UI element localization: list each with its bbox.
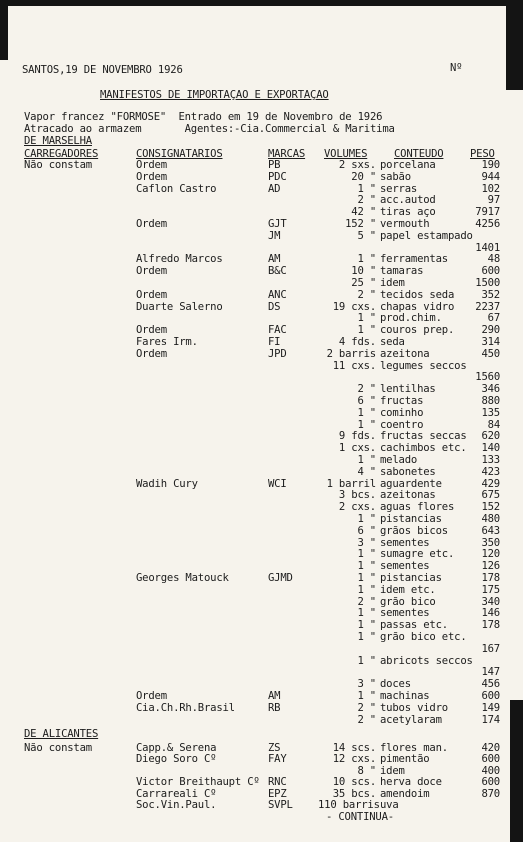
- marks-cell: FAY: [268, 753, 287, 766]
- manifest-row: [0, 395, 523, 407]
- manifest-row: [0, 371, 523, 383]
- weight-cell: 67: [487, 312, 500, 325]
- weight-cell: 480: [481, 513, 500, 525]
- volumes-cell: 1 ": [357, 572, 376, 584]
- consignee-cell: Diego Soro Cº: [136, 753, 217, 766]
- weight-cell: 675: [481, 489, 500, 502]
- column-shippers: CARREGADORES: [24, 148, 99, 160]
- contents-cell: sementes: [380, 560, 430, 573]
- weight-cell: 400: [481, 764, 500, 777]
- consignee-cell: Fares Irm.: [136, 336, 198, 348]
- weight-cell: 7917: [475, 206, 500, 219]
- manifest-row: [0, 690, 523, 702]
- volumes-cell: 152 ": [345, 218, 376, 230]
- manifest-row: [0, 702, 523, 714]
- contents-cell: sumagre etc.: [380, 548, 455, 561]
- contents-cell: flores man.: [380, 742, 448, 754]
- marks-cell: AM: [268, 253, 281, 266]
- marks-cell: EPZ: [268, 787, 287, 800]
- manifest-row: [0, 765, 523, 777]
- weight-cell: 600: [481, 265, 500, 278]
- volumes-cell: 2 sxs.: [338, 159, 376, 171]
- contents-cell: sabonetes: [380, 465, 436, 478]
- manifest-row: [0, 714, 523, 726]
- weight-cell: 944: [481, 170, 500, 183]
- volumes-cell: 1 ": [357, 406, 376, 419]
- contents-cell: idem: [380, 277, 405, 289]
- consignee-cell: Georges Matouck: [136, 572, 229, 584]
- contents-cell: uva: [380, 799, 399, 811]
- origin-marselha: DE MARSELHA: [24, 135, 92, 147]
- shipper-cell: Não constam: [24, 742, 92, 754]
- volumes-cell: 1 ": [357, 583, 376, 596]
- contents-cell: tamaras: [380, 265, 424, 278]
- consignee-cell: Wadih Cury: [136, 477, 198, 490]
- weight-cell: 643: [481, 524, 500, 537]
- contents-cell: idem: [380, 764, 405, 777]
- manifest-row: [0, 277, 523, 289]
- weight-cell: 340: [481, 595, 500, 608]
- contents-cell: prod.chim.: [380, 312, 442, 325]
- weight-cell: 97: [487, 194, 500, 207]
- manifest-row: [0, 419, 523, 431]
- weight-cell: 600: [481, 690, 500, 702]
- manifest-row: [0, 324, 523, 336]
- contents-cell: amendoim: [380, 787, 430, 800]
- weight-cell: 870: [481, 787, 500, 800]
- contents-cell: vermouth: [380, 218, 430, 230]
- marks-cell: ANC: [268, 288, 287, 301]
- weight-cell: 450: [481, 347, 500, 360]
- shipper-cell: Não constam: [24, 159, 92, 171]
- city-date: SANTOS,19 DE NOVEMBRO 1926: [22, 64, 183, 76]
- volumes-cell: 2 barris: [326, 347, 376, 360]
- contents-cell: idem etc.: [380, 583, 436, 596]
- manifest-row: [0, 489, 523, 501]
- volumes-cell: 1 ": [357, 182, 376, 195]
- weight-cell: 600: [481, 776, 500, 789]
- weight-cell: 120: [481, 548, 500, 561]
- manifest-row: [0, 383, 523, 395]
- contents-cell: passas etc.: [380, 619, 448, 632]
- weight-cell: 174: [481, 713, 500, 726]
- contents-cell: lentilhas: [380, 383, 436, 396]
- weight-cell: 350: [481, 536, 500, 549]
- volumes-cell: 14 scs.: [332, 742, 376, 754]
- continua-footer: - CONTINUA-: [326, 811, 394, 823]
- volumes-cell: 1 ": [357, 513, 376, 525]
- contents-cell: sabão: [380, 170, 411, 183]
- weight-cell: 352: [481, 288, 500, 301]
- manifest-row: [0, 607, 523, 619]
- marks-cell: WCI: [268, 477, 287, 490]
- manifest-row: [0, 242, 523, 254]
- weight-cell: 1500: [475, 277, 500, 289]
- manifest-row: [0, 430, 523, 442]
- contents-cell: cominho: [380, 406, 424, 419]
- marks-cell: GJMD: [268, 572, 293, 584]
- manifest-row: [0, 466, 523, 478]
- volumes-cell: 35 bcs.: [332, 787, 376, 800]
- volumes-cell: 1 ": [357, 418, 376, 431]
- manifest-row: [0, 454, 523, 466]
- ship-line-2: Atracado ao armazem Agentes:-Cia.Commercial & Maritima: [24, 123, 395, 135]
- contents-cell: cachimbos etc.: [380, 442, 467, 455]
- weight-cell: 2237: [475, 300, 500, 313]
- manifest-row: [0, 643, 523, 655]
- volumes-cell: 110 barris: [318, 799, 380, 811]
- weight-cell: 346: [481, 383, 500, 396]
- manifest-row: [0, 548, 523, 560]
- manifest-row: [0, 253, 523, 265]
- manifest-row: [0, 753, 523, 765]
- column-weight: PESO: [470, 148, 495, 160]
- volumes-cell: 2 ": [357, 288, 376, 301]
- volumes-cell: 2 ": [357, 595, 376, 608]
- manifest-row: [0, 442, 523, 454]
- contents-cell: pimentão: [380, 753, 430, 766]
- volumes-cell: 6 ": [357, 395, 376, 407]
- weight-cell: 314: [481, 336, 500, 348]
- manifest-row: [0, 336, 523, 348]
- contents-cell: tubos vidro: [380, 701, 448, 714]
- volumes-cell: 11 cxs.: [332, 359, 376, 372]
- manifest-row: [0, 348, 523, 360]
- contents-cell: seda: [380, 336, 405, 348]
- contents-cell: ferramentas: [380, 253, 448, 266]
- consignee-cell: Ordem: [136, 170, 167, 183]
- weight-cell: 48: [487, 253, 500, 266]
- manifest-row: [0, 619, 523, 631]
- marks-cell: DS: [268, 300, 281, 313]
- manifest-row: [0, 513, 523, 525]
- weight-cell: 149: [481, 701, 500, 714]
- volumes-cell: 12 cxs.: [332, 753, 376, 766]
- volumes-cell: 3 ": [357, 536, 376, 549]
- volumes-cell: 1 ": [357, 454, 376, 466]
- volumes-cell: 1 ": [357, 324, 376, 337]
- contents-cell: grão bico etc.: [380, 631, 467, 643]
- weight-cell: 175: [481, 583, 500, 596]
- contents-cell: pistancias: [380, 513, 442, 525]
- manifest-row: [0, 478, 523, 490]
- weight-cell: 178: [481, 572, 500, 584]
- contents-cell: aguas flores: [380, 501, 455, 514]
- weight-cell: 429: [481, 477, 500, 490]
- volumes-cell: 1 ": [357, 631, 376, 643]
- marks-cell: GJT: [268, 218, 287, 230]
- contents-cell: pistancias: [380, 572, 442, 584]
- contents-cell: machinas: [380, 690, 430, 702]
- contents-cell: aguardente: [380, 477, 442, 490]
- consignee-cell: Ordem: [136, 324, 167, 337]
- manifest-row: [0, 218, 523, 230]
- contents-cell: tecidos seda: [380, 288, 455, 301]
- marks-cell: ZS: [268, 742, 281, 754]
- manifest-row: [0, 183, 523, 195]
- weight-cell: 146: [481, 607, 500, 620]
- consignee-cell: Cia.Ch.Rh.Brasil: [136, 701, 235, 714]
- column-marks: MARCAS: [268, 148, 306, 160]
- manifest-row: [0, 631, 523, 643]
- consignee-cell: Caflon Castro: [136, 182, 217, 195]
- contents-cell: couros prep.: [380, 324, 455, 337]
- consignee-cell: Ordem: [136, 265, 167, 278]
- weight-cell: 290: [481, 324, 500, 337]
- manifest-row: [0, 525, 523, 537]
- manifest-row: [0, 159, 523, 171]
- volumes-cell: 1 barril: [326, 477, 376, 490]
- marks-cell: FAC: [268, 324, 287, 337]
- consignee-cell: Capp.& Serena: [136, 742, 217, 754]
- contents-cell: azeitonas: [380, 489, 436, 502]
- manifest-row: [0, 206, 523, 218]
- column-volumes: VOLUMES: [324, 148, 368, 160]
- volumes-cell: 19 cxs.: [332, 300, 376, 313]
- contents-cell: sementes: [380, 607, 430, 620]
- consignee-cell: Ordem: [136, 159, 167, 171]
- weight-cell: 133: [481, 454, 500, 466]
- weight-cell: 167: [481, 642, 500, 655]
- origin-alicantes: DE ALICANTES: [24, 728, 99, 740]
- marks-cell: RNC: [268, 776, 287, 789]
- weight-cell: 423: [481, 465, 500, 478]
- marks-cell: RB: [268, 701, 281, 714]
- contents-cell: azeitona: [380, 347, 430, 360]
- manifest-row: [0, 230, 523, 242]
- marks-cell: JM: [268, 229, 281, 242]
- manifest-row: [0, 572, 523, 584]
- volumes-cell: 42 ": [351, 206, 376, 219]
- manifest-row: [0, 265, 523, 277]
- volumes-cell: 1 ": [357, 312, 376, 325]
- weight-cell: 4256: [475, 218, 500, 230]
- contents-cell: acc.autod: [380, 194, 436, 207]
- volumes-cell: 9 fds.: [338, 430, 376, 443]
- contents-cell: melado: [380, 454, 418, 466]
- volumes-cell: 3 bcs.: [338, 489, 376, 502]
- volumes-cell: 6 ": [357, 524, 376, 537]
- marks-cell: AM: [268, 690, 281, 702]
- weight-cell: 135: [481, 406, 500, 419]
- manifest-row: [0, 799, 523, 811]
- marks-cell: FI: [268, 336, 281, 348]
- volumes-cell: 2 ": [357, 701, 376, 714]
- manifest-row: [0, 501, 523, 513]
- marks-cell: JPD: [268, 347, 287, 360]
- contents-cell: fructas: [380, 395, 424, 407]
- marks-cell: PDC: [268, 170, 287, 183]
- manifest-row: [0, 655, 523, 667]
- weight-cell: 456: [481, 678, 500, 691]
- volumes-cell: 4 ": [357, 465, 376, 478]
- volumes-cell: 10 scs.: [332, 776, 376, 789]
- contents-cell: papel estampado: [380, 229, 473, 242]
- manifest-row: [0, 666, 523, 678]
- manifest-row: [0, 788, 523, 800]
- marks-cell: SVPL: [268, 799, 293, 811]
- contents-cell: herva doce: [380, 776, 442, 789]
- volumes-cell: 4 fds.: [338, 336, 376, 348]
- manifest-row: [0, 776, 523, 788]
- column-contents: CONTEUDO: [394, 148, 444, 160]
- volumes-cell: 1 ": [357, 607, 376, 620]
- contents-cell: sementes: [380, 536, 430, 549]
- scan-edge-right-top: [506, 0, 523, 90]
- manifest-row: [0, 537, 523, 549]
- contents-cell: tiras aço: [380, 206, 436, 219]
- weight-cell: 1560: [475, 371, 500, 384]
- ship-line-1: Vapor francez "FORMOSE" Entrado em 19 de Novembro de 1926: [24, 111, 383, 123]
- manifest-row: [0, 678, 523, 690]
- consignee-cell: Ordem: [136, 690, 167, 702]
- weight-cell: 140: [481, 442, 500, 455]
- consignee-cell: Carrareali Cº: [136, 787, 217, 800]
- document-title: MANIFESTOS DE IMPORTAÇAO E EXPORTAÇAO: [100, 89, 329, 101]
- volumes-cell: 1 ": [357, 690, 376, 702]
- weight-cell: 126: [481, 560, 500, 573]
- consignee-cell: Alfredo Marcos: [136, 253, 223, 266]
- consignee-cell: Ordem: [136, 288, 167, 301]
- marks-cell: PB: [268, 159, 281, 171]
- weight-cell: 620: [481, 430, 500, 443]
- marks-cell: B&C: [268, 265, 287, 278]
- weight-cell: 102: [481, 182, 500, 195]
- contents-cell: fructas seccas: [380, 430, 467, 443]
- volumes-cell: 3 ": [357, 678, 376, 691]
- weight-cell: 152: [481, 501, 500, 514]
- scan-edge-left: [0, 0, 8, 60]
- volumes-cell: 1 ": [357, 619, 376, 632]
- consignee-cell: Victor Breithaupt Cº: [136, 776, 260, 789]
- manifest-row: [0, 560, 523, 572]
- manifest-row: [0, 742, 523, 754]
- scan-edge-top: [0, 0, 523, 6]
- volumes-cell: 2 ": [357, 383, 376, 396]
- manifest-row: [0, 360, 523, 372]
- marks-cell: AD: [268, 182, 281, 195]
- volumes-cell: 2 ": [357, 194, 376, 207]
- manifest-row: [0, 596, 523, 608]
- consignee-cell: Ordem: [136, 347, 167, 360]
- contents-cell: acetylaram: [380, 713, 442, 726]
- weight-cell: 600: [481, 753, 500, 766]
- contents-cell: doces: [380, 678, 411, 691]
- contents-cell: chapas vidro: [380, 300, 455, 313]
- weight-cell: 147: [481, 666, 500, 679]
- contents-cell: coentro: [380, 418, 424, 431]
- weight-cell: 178: [481, 619, 500, 632]
- volumes-cell: 20 ": [351, 170, 376, 183]
- volumes-cell: 2 ": [357, 713, 376, 726]
- contents-cell: abricots seccos: [380, 654, 473, 667]
- weight-cell: 190: [481, 159, 500, 171]
- contents-cell: serras: [380, 182, 418, 195]
- consignee-cell: Duarte Salerno: [136, 300, 223, 313]
- contents-cell: grão bico: [380, 595, 436, 608]
- manifest-row: [0, 301, 523, 313]
- weight-cell: 1401: [475, 241, 500, 254]
- volumes-cell: 10 ": [351, 265, 376, 278]
- volumes-cell: 25 ": [351, 277, 376, 289]
- manifest-row: [0, 289, 523, 301]
- volumes-cell: 1 ": [357, 654, 376, 667]
- weight-cell: 84: [487, 418, 500, 431]
- manifest-row: [0, 584, 523, 596]
- consignee-cell: Soc.Vin.Paul.: [136, 799, 217, 811]
- contents-cell: grãos bicos: [380, 524, 448, 537]
- manifest-row: [0, 171, 523, 183]
- volumes-cell: 5 ": [357, 229, 376, 242]
- column-consignees: CONSIGNATARIOS: [136, 148, 223, 160]
- manifest-row: [0, 312, 523, 324]
- volumes-cell: 1 ": [357, 548, 376, 561]
- consignee-cell: Ordem: [136, 218, 167, 230]
- contents-cell: porcelana: [380, 159, 436, 171]
- manifest-row: [0, 407, 523, 419]
- contents-cell: legumes seccos: [380, 359, 467, 372]
- volumes-cell: 8 ": [357, 764, 376, 777]
- volumes-cell: 1 ": [357, 560, 376, 573]
- volumes-cell: 1 cxs.: [338, 442, 376, 455]
- volumes-cell: 1 ": [357, 253, 376, 266]
- weight-cell: 880: [481, 395, 500, 407]
- weight-cell: 420: [481, 742, 500, 754]
- number-label: Nº: [450, 62, 463, 74]
- volumes-cell: 2 cxs.: [338, 501, 376, 514]
- manifest-row: [0, 194, 523, 206]
